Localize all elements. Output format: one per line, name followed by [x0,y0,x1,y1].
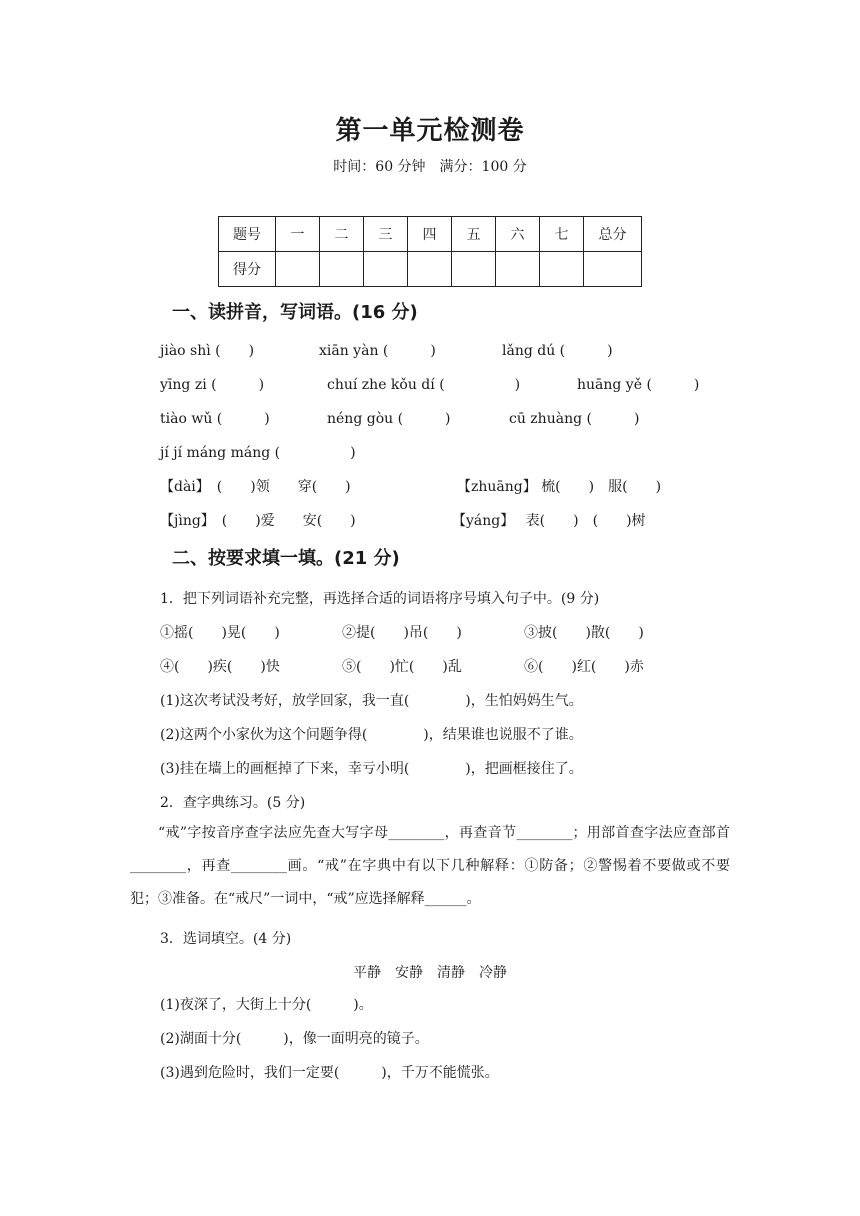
score-cell[interactable] [584,252,642,287]
polyphone-item: 【yáng】 表( ) ( )树 [452,513,646,529]
dictionary-paragraph: “戒”字按音序查字法应先查大写字母________，再查音节________；用部首查字法应查部首________，再查________画。“戒”在字典中有以下几种解释：①防备；②警惕着不要做或不要犯；③准备。在“戒尺”一词中，“戒”应选择解释______。 [130,825,730,907]
sentence-item: (3)挂在墙上的画框掉了下来，幸亏小明( )，把画框接住了。 [160,761,583,777]
pinyin-item: chuí zhe kǒu dí ( ) [327,377,521,393]
score-table-header-cell: 题号 [219,217,276,252]
pinyin-item: yīng zi ( ) [160,377,265,393]
pinyin-item: xiān yàn ( ) [319,343,436,359]
score-table-header-row [219,217,642,252]
score-cell[interactable] [408,252,452,287]
score-cell[interactable] [496,252,540,287]
pinyin-item: huāng yě ( ) [577,377,700,393]
pinyin-item: néng gòu ( ) [327,411,451,427]
score-table-row-label: 得分 [219,252,276,287]
score-table-header-cell: 三 [364,217,408,252]
polyphone-item: 【dài】 ( )领 穿( ) [160,479,351,495]
pinyin-item: lǎng dú ( ) [502,343,613,359]
sentence-item: (2)这两个小家伙为这个问题争得( )，结果谁也说服不了谁。 [160,727,583,743]
pinyin-item: tiào wǔ ( ) [160,411,270,427]
sentence-item: (1)这次考试没考好，放学回家，我一直( )，生怕妈妈生气。 [160,693,583,709]
exam-info: 时间：60 分钟 满分：100 分 [333,159,527,175]
score-table-header-cell: 二 [320,217,364,252]
section-2-heading: 二、按要求填一填。(21 分) [172,548,400,569]
score-table-header-cell: 五 [452,217,496,252]
question-2-title: 2．查字典练习。(5 分) [160,795,306,811]
word-item: ②提( )吊( ) [342,625,462,641]
question-1-title: 1．把下列词语补充完整，再选择合适的词语将序号填入句子中。(9 分) [160,591,600,607]
word-item: ⑥( )红( )赤 [524,659,644,675]
pinyin-item: cū zhuàng ( ) [509,411,640,427]
question-3-title: 3．选词填空。(4 分) [160,931,292,947]
page-title: 第一单元检测卷 [335,116,525,146]
score-table [218,216,642,287]
sentence-item: (3)遇到危险时，我们一定要( )，千万不能慌张。 [160,1065,499,1081]
word-item: ③披( )散( ) [524,625,644,641]
word-options: 平静 安静 清静 冷静 [353,965,507,981]
score-cell[interactable] [540,252,584,287]
sentence-item: (1)夜深了，大街上十分( )。 [160,997,373,1013]
pinyin-item: jí jí máng máng ( ) [160,445,356,461]
score-table-header-cell: 一 [276,217,320,252]
word-item: ④( )疾( )快 [160,659,280,675]
score-cell[interactable] [320,252,364,287]
score-cell[interactable] [452,252,496,287]
word-item: ⑤( )忙( )乱 [342,659,462,675]
word-item: ①摇( )晃( ) [160,625,280,641]
section-1-heading: 一、读拼音，写词语。(16 分) [172,302,418,323]
score-cell[interactable] [364,252,408,287]
score-table-header-cell: 总分 [584,217,642,252]
score-table-header-cell: 四 [408,217,452,252]
score-table-header-cell: 六 [496,217,540,252]
score-cell[interactable] [276,252,320,287]
score-table-score-row [219,252,642,287]
sentence-item: (2)湖面十分( )，像一面明亮的镜子。 [160,1031,429,1047]
pinyin-item: jiào shì ( ) [160,343,255,359]
score-table-header-cell: 七 [540,217,584,252]
polyphone-item: 【zhuāng】 梳( ) 服( ) [457,479,662,495]
polyphone-item: 【jìng】 ( )爱 安( ) [160,513,356,529]
